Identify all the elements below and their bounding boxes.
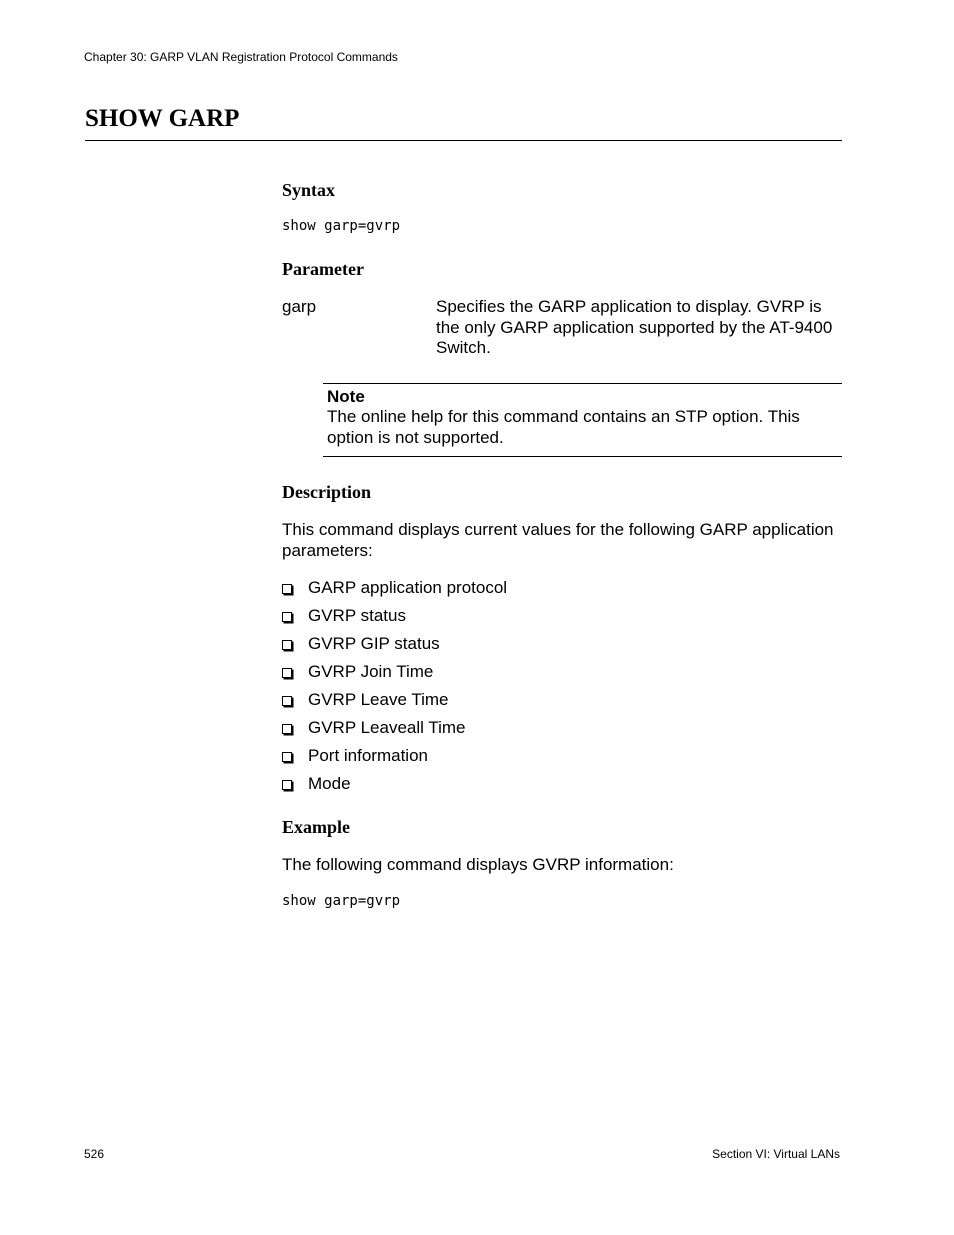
parameter-description: Specifies the GARP application to display. GVRP is the only GARP application supported by the AT-9400 Switch. <box>436 297 833 357</box>
section-footer: Section VI: Virtual LANs <box>712 1147 840 1161</box>
checkbox-bullet-icon <box>282 724 292 734</box>
checkbox-bullet-icon <box>282 696 292 706</box>
page-number: 526 <box>84 1147 105 1161</box>
checkbox-bullet-icon <box>282 780 292 790</box>
example-text: The following command displays GVRP information: <box>282 855 674 874</box>
syntax-heading: Syntax <box>282 180 336 200</box>
parameter-heading: Parameter <box>282 259 364 279</box>
list-item: GARP application protocol <box>282 577 507 605</box>
list-item: Port information <box>282 745 507 773</box>
checkbox-bullet-icon <box>282 668 292 678</box>
checkbox-bullet-icon <box>282 640 292 650</box>
description-text: This command displays current values for the following GARP application parameters: <box>282 520 834 560</box>
parameter-list <box>282 577 507 801</box>
description-heading: Description <box>282 482 371 502</box>
list-item: GVRP status <box>282 605 507 633</box>
list-item: Mode <box>282 773 507 801</box>
note-box <box>323 383 842 457</box>
checkbox-bullet-icon <box>282 612 292 622</box>
note-label: Note <box>327 387 365 406</box>
parameter-name: garp <box>282 297 317 316</box>
checkbox-bullet-icon <box>282 752 292 762</box>
syntax-command: show garp=gvrp <box>282 218 401 234</box>
page-title: SHOW GARP <box>85 105 240 132</box>
list-item: GVRP Leaveall Time <box>282 717 507 745</box>
title-rule <box>85 140 842 141</box>
checkbox-bullet-icon <box>282 584 292 594</box>
note-text: The online help for this command contains an STP option. This option is not supported. <box>327 407 800 447</box>
example-command: show garp=gvrp <box>282 893 401 909</box>
list-item: GVRP GIP status <box>282 633 507 661</box>
list-item: GVRP Join Time <box>282 661 507 689</box>
example-heading: Example <box>282 817 351 837</box>
list-item: GVRP Leave Time <box>282 689 507 717</box>
running-header: Chapter 30: GARP VLAN Registration Protocol Commands <box>84 50 398 64</box>
